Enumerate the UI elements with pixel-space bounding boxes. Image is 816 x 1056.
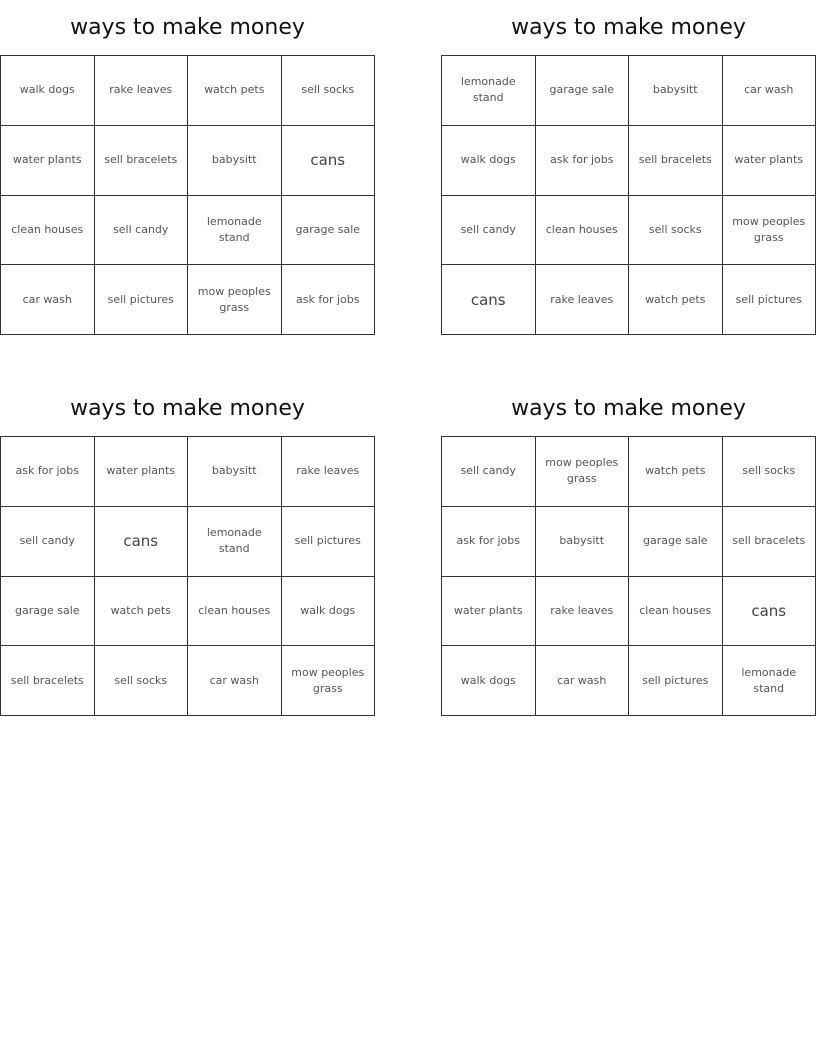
card-cell: babysitt [536,507,630,577]
card-cell: garage sale [282,196,376,266]
card-cell: sell bracelets [95,126,189,196]
card-cell: sell pictures [723,265,816,335]
card-grid [441,436,816,716]
card-cell: ask for jobs [442,507,536,577]
card-cell: rake leaves [536,577,630,647]
card-cell: car wash [1,265,95,335]
card-cell: car wash [723,56,816,126]
card-cell: watch pets [188,56,282,126]
card-cell: clean houses [1,196,95,266]
card-cell: mow peoples grass [282,646,376,716]
card-cell: garage sale [1,577,95,647]
card-cell: sell candy [1,507,95,577]
card-cell: sell pictures [282,507,376,577]
card-cell: garage sale [536,56,630,126]
card-cell: clean houses [188,577,282,647]
card-cell: sell bracelets [629,126,723,196]
card-cell: sell pictures [629,646,723,716]
card-cell: water plants [723,126,816,196]
card-cell: walk dogs [442,646,536,716]
card-cell: walk dogs [282,577,376,647]
card-cell: ask for jobs [1,437,95,507]
card-cell: sell candy [442,437,536,507]
card-grid [441,55,816,335]
card-title: ways to make money [70,396,305,421]
card-cell: cans [282,126,376,196]
card-cell: watch pets [629,437,723,507]
card-grid [0,55,375,335]
card-cell: cans [442,265,536,335]
card-cell: clean houses [629,577,723,647]
card-cell: walk dogs [1,56,95,126]
card-cell: lemonade stand [442,56,536,126]
card-cell: watch pets [629,265,723,335]
card-cell: sell bracelets [1,646,95,716]
card-cell: babysitt [629,56,723,126]
card-cell: water plants [442,577,536,647]
card-cell: rake leaves [282,437,376,507]
card-cell: sell socks [629,196,723,266]
card-cell: sell socks [95,646,189,716]
card-cell: cans [95,507,189,577]
card-cell: sell bracelets [723,507,816,577]
card-cell: watch pets [95,577,189,647]
card-title: ways to make money [511,396,746,421]
card-title: ways to make money [511,15,746,40]
card-cell: mow peoples grass [536,437,630,507]
card-cell: walk dogs [442,126,536,196]
card-cell: car wash [188,646,282,716]
card-cell: lemonade stand [723,646,816,716]
card-cell: lemonade stand [188,196,282,266]
card-cell: ask for jobs [282,265,376,335]
card-cell: water plants [1,126,95,196]
card-cell: garage sale [629,507,723,577]
card-cell: cans [723,577,816,647]
card-grid [0,436,375,716]
card-cell: clean houses [536,196,630,266]
card-cell: sell candy [95,196,189,266]
card-cell: car wash [536,646,630,716]
card-cell: sell socks [282,56,376,126]
card-cell: water plants [95,437,189,507]
card-cell: mow peoples grass [188,265,282,335]
card-cell: sell socks [723,437,816,507]
card-cell: babysitt [188,437,282,507]
card-title: ways to make money [70,15,305,40]
card-cell: rake leaves [536,265,630,335]
card-cell: sell candy [442,196,536,266]
card-cell: lemonade stand [188,507,282,577]
card-cell: rake leaves [95,56,189,126]
card-cell: mow peoples grass [723,196,816,266]
card-cell: ask for jobs [536,126,630,196]
card-cell: sell pictures [95,265,189,335]
card-cell: babysitt [188,126,282,196]
